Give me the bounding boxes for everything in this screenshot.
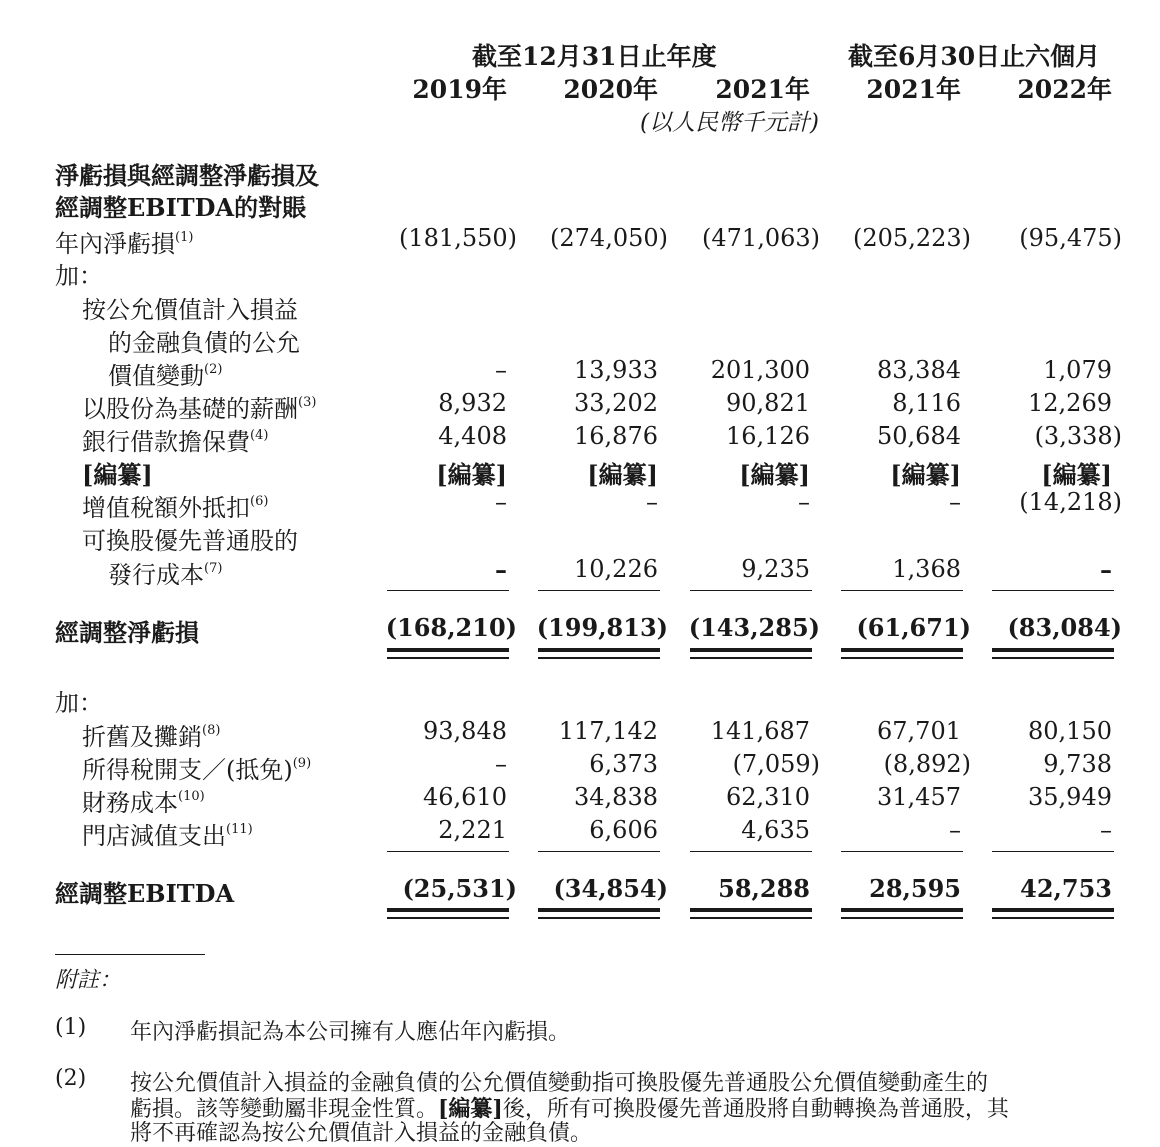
row-label-add: 加： [55,262,103,290]
cell: (7,059) [732,750,820,778]
rule [992,908,1114,912]
rule [387,648,509,652]
cell: 34,838 [574,783,658,811]
row-label-fv-line3: 價值變動$^{(2)}$ [108,362,223,390]
row-label-guarantee-fee: 銀行借款擔保費$^{(4)}$ [82,428,269,456]
rule [387,590,509,591]
row-label-add-2: 加： [55,689,103,717]
rule [538,590,660,591]
cell: [編纂] [890,460,961,489]
cell: 28,595 [869,874,961,903]
cell: 50,684 [877,422,961,450]
cell: [編纂] [436,460,507,489]
cell: (3,338) [1034,422,1122,450]
rule [992,851,1114,852]
rule [690,648,812,652]
cell: 93,848 [423,717,507,745]
cell: 201,300 [710,356,810,384]
note-text: 虧損。該等變動屬非現金性質。[編纂]後，所有可換股優先普通股將自動轉換為普通股，其 [130,1096,1009,1122]
period-half-year: 截至6月30日止六個月 [848,42,1101,71]
cell: 10,226 [574,555,658,583]
cell: – [495,750,507,778]
cell: 35,949 [1028,783,1112,811]
cell: 16,876 [574,422,658,450]
cell: 12,269 [1028,389,1112,417]
cell: [編纂] [739,460,810,489]
cell: (143,285) [688,613,820,642]
note-number: (2) [55,1066,87,1091]
rule [992,917,1114,919]
cell: 8,116 [892,389,961,417]
cell: 42,753 [1020,874,1112,903]
cell: 1,368 [892,555,961,583]
cell: (181,550) [399,224,517,252]
row-label-vat: 增值稅額外抵扣$^{(6)}$ [82,494,269,522]
note-text: 將不再確認為按公允價值計入損益的金融負債。 [130,1121,593,1146]
cell: – [1100,816,1112,844]
section-title-line1: 淨虧損與經調整淨虧損及 [55,161,319,190]
rule [992,657,1114,659]
cell: [編纂] [587,460,658,489]
cell: – [646,488,658,516]
year-2022-half: 2022年 [1017,75,1112,104]
cell: – [495,488,507,516]
cell: (61,671) [856,613,971,642]
rule [387,917,509,919]
unit-note: (以人民幣千元計) [640,110,819,136]
cell: 31,457 [877,783,961,811]
cell: 9,235 [741,555,810,583]
cell: 67,701 [877,717,961,745]
period-full-year: 截至12月31日止年度 [472,42,717,71]
row-label-net-loss: 年內淨虧損$^{(1)}$ [55,230,194,258]
cell: [編纂] [1041,460,1112,489]
cell: 33,202 [574,389,658,417]
year-2021: 2021年 [715,75,810,104]
rule [992,590,1114,591]
rule [387,851,509,852]
rule [538,851,660,852]
cell: 83,384 [877,356,961,384]
cell: (205,223) [853,224,971,252]
rule [841,590,963,591]
rule [690,657,812,659]
year-2021-half: 2021年 [866,75,961,104]
rule [992,648,1114,652]
cell: 141,687 [710,717,810,745]
notes-divider [55,954,205,955]
cell: 117,142 [558,717,658,745]
section-title-line2: 經調整EBITDA的對賬 [55,193,307,222]
year-2019: 2019年 [412,75,507,104]
rule [841,657,963,659]
rule [841,851,963,852]
cell: (168,210) [385,613,517,642]
cell: 9,738 [1043,750,1112,778]
rule [538,917,660,919]
cell: 62,310 [726,783,810,811]
rule [841,648,963,652]
cell: (471,063) [702,224,820,252]
cell: (34,854) [553,874,668,903]
rule [538,648,660,652]
cell: 4,408 [438,422,507,450]
cell: (95,475) [1019,224,1122,252]
note-text: 年內淨虧損記為本公司擁有人應佔年內虧損。 [130,1020,571,1045]
cell: 46,610 [423,783,507,811]
cell: 8,932 [438,389,507,417]
cell: (199,813) [536,613,668,642]
rule [690,590,812,591]
rule [690,917,812,919]
rule [690,851,812,852]
note-text: 按公允價值計入損益的金融負債的公允價值變動指可換股優先普通股公允價值變動產生的 [130,1071,989,1096]
row-label-fv-line1: 按公允價值計入損益 [82,296,298,324]
row-label-adjusted-net-loss: 經調整淨虧損 [55,618,199,647]
cell: (274,050) [550,224,668,252]
row-label-income-tax: 所得稅開支／(抵免)$^{(9)}$ [82,756,312,784]
note-number: (1) [55,1015,87,1040]
cell: 6,606 [589,816,658,844]
cell: 2,221 [438,816,507,844]
cell: 13,933 [574,356,658,384]
cell: 16,126 [726,422,810,450]
cell: – [949,488,961,516]
cell: – [495,555,507,584]
cell: – [1100,555,1112,584]
cell: (83,084) [1007,613,1122,642]
cell: 90,821 [726,389,810,417]
rule [841,908,963,912]
cell: (14,218) [1019,488,1122,516]
cell: 58,288 [718,874,810,903]
cell: (25,531) [402,874,517,903]
row-label-depreciation: 折舊及攤銷$^{(8)}$ [82,723,221,751]
row-label-finance-cost: 財務成本$^{(10)}$ [82,789,205,817]
cell: 6,373 [589,750,658,778]
rule [538,657,660,659]
rule [841,917,963,919]
year-2020: 2020年 [563,75,658,104]
rule [538,908,660,912]
cell: 1,079 [1043,356,1112,384]
cell: 80,150 [1028,717,1112,745]
row-label-fv-line2: 的金融負債的公允 [108,329,300,357]
row-label-issuance-line2: 發行成本$^{(7)}$ [108,561,223,589]
row-label-adjusted-ebitda: 經調整EBITDA [55,879,235,908]
cell: – [949,816,961,844]
row-label-issuance-line1: 可換股優先普通股的 [82,527,298,555]
cell: – [798,488,810,516]
rule [690,908,812,912]
cell: (8,892) [883,750,971,778]
row-label-share-comp: 以股份為基礎的薪酬$^{(3)}$ [82,395,317,423]
row-label-impairment: 門店減值支出$^{(11)}$ [82,822,253,850]
notes-title: 附註： [55,968,122,993]
rule [387,657,509,659]
cell: 4,635 [741,816,810,844]
rule [387,908,509,912]
cell: – [495,356,507,384]
row-label-redacted: [編纂] [82,460,153,489]
